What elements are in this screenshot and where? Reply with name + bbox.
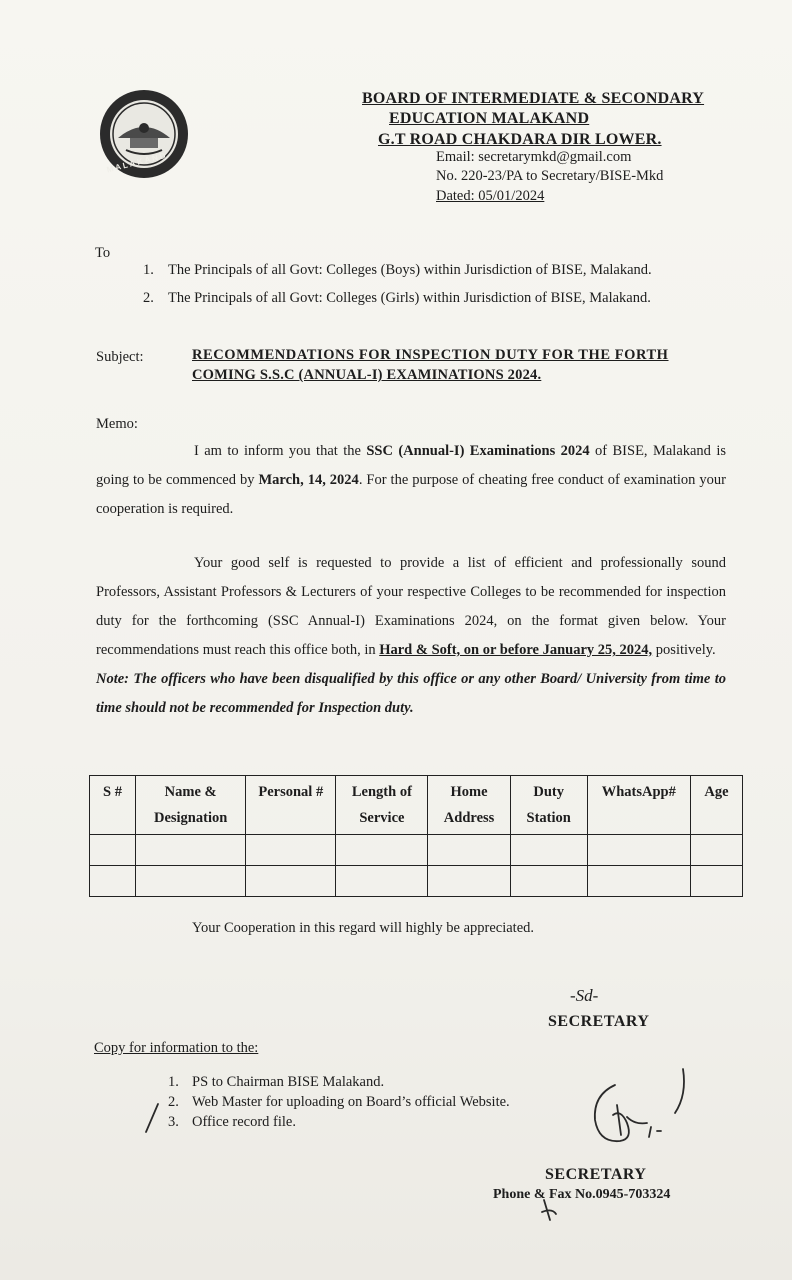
col-header-service: Length of Service [336, 776, 428, 835]
recipient-1: The Principals of all Govt: Colleges (Boys) within Jurisdiction of BISE, Malakand. [168, 262, 652, 278]
col-header-whatsapp: WhatsApp# [587, 776, 690, 835]
subject-line2: COMING S.S.C (ANNUAL-I) EXAMINATIONS 2024. [192, 367, 542, 383]
closing-line: Your Cooperation in this regard will highly be appreciated. [192, 920, 535, 936]
memo-paragraph-2 [96, 549, 726, 723]
to-label: To [95, 245, 111, 261]
p2-deadline: Hard & Soft, on or before January 25, 2024, [379, 642, 653, 658]
col-header-address: Home Address [428, 776, 510, 835]
sd-mark: -Sd- [570, 986, 599, 1005]
copy-item-1: PS to Chairman BISE Malakand. [192, 1074, 385, 1090]
copy-item-1-number: 1. [168, 1074, 179, 1090]
recipient-1-number: 1. [143, 262, 154, 278]
secretary-title-2: SECRETARY [545, 1166, 647, 1183]
subject-label: Subject: [96, 349, 144, 365]
memo-paragraph-1 [96, 437, 726, 524]
memo-note: Note: The officers who have been disqualified by this office or any other Board/ University from time to time should not be recommended for Inspection duty. [96, 671, 726, 716]
p1-exam-name: SSC (Annual-I) Examinations 2024 [366, 443, 590, 459]
table-row [90, 835, 743, 866]
p2-text-c: positively. [652, 642, 716, 658]
col-header-duty-station: Duty Station [510, 776, 587, 835]
copy-item-3-number: 3. [168, 1114, 179, 1130]
memo-label: Memo: [96, 416, 138, 432]
copy-item-2-number: 2. [168, 1094, 179, 1110]
p1-text-c: of BISE, Malakand is going to be commenced by [96, 443, 727, 488]
dated: Dated: 05/01/2024 [436, 188, 545, 204]
copy-label: Copy for information to the: [94, 1040, 259, 1056]
col-header-name: Name & Designation [136, 776, 246, 835]
email: Email: secretarymkd@gmail.com [436, 149, 632, 165]
seal-text: MALAKAND [105, 150, 169, 175]
p1-text-a: I am to inform you that the [194, 443, 367, 459]
subject-line1: RECOMMENDATIONS FOR INSPECTION DUTY FOR THE FORTH [192, 347, 669, 363]
copy-item-3: Office record file. [192, 1114, 296, 1130]
pen-tick-mark [140, 1100, 164, 1136]
col-header-personal: Personal # [246, 776, 336, 835]
recipient-2-number: 2. [143, 290, 154, 306]
recipient-2: The Principals of all Govt: Colleges (Girls) within Jurisdiction of BISE, Malakand. [168, 290, 651, 306]
secretary-title-1: SECRETARY [548, 1013, 650, 1030]
table-header-row [90, 776, 743, 835]
board-name-line1: BOARD OF INTERMEDIATE & SECONDARY [362, 90, 705, 107]
reference-number: No. 220-23/PA to Secretary/BISE-Mkd [436, 168, 664, 184]
p2-text-a: Your good self is requested to provide a list of efficient and professionally sound Professors, Assistant Professors & Lecturers of your respective Colleges to be recommended for inspection duty for the forthcoming (SSC Annual-I) Examinations 2024, on the format given below. Your recommendations must reach this office both, in [96, 555, 726, 658]
p1-text-e: . For the purpose of cheating free conduct of examination your cooperation is required. [96, 472, 726, 517]
board-address: G.T ROAD CHAKDARA DIR LOWER. [378, 131, 662, 148]
initial-mark [538, 1196, 562, 1226]
col-header-age: Age [690, 776, 742, 835]
phone-fax: Phone & Fax No.0945-703324 [493, 1187, 671, 1202]
recommendation-format-table [89, 775, 743, 897]
handwritten-signature [575, 1065, 695, 1165]
table-row [90, 866, 743, 897]
copy-item-2: Web Master for uploading on Board’s official Website. [192, 1094, 510, 1110]
col-header-serial: S # [90, 776, 136, 835]
board-name-line2: EDUCATION MALAKAND [389, 110, 590, 127]
p1-exam-date: March, 14, 2024 [258, 472, 359, 488]
